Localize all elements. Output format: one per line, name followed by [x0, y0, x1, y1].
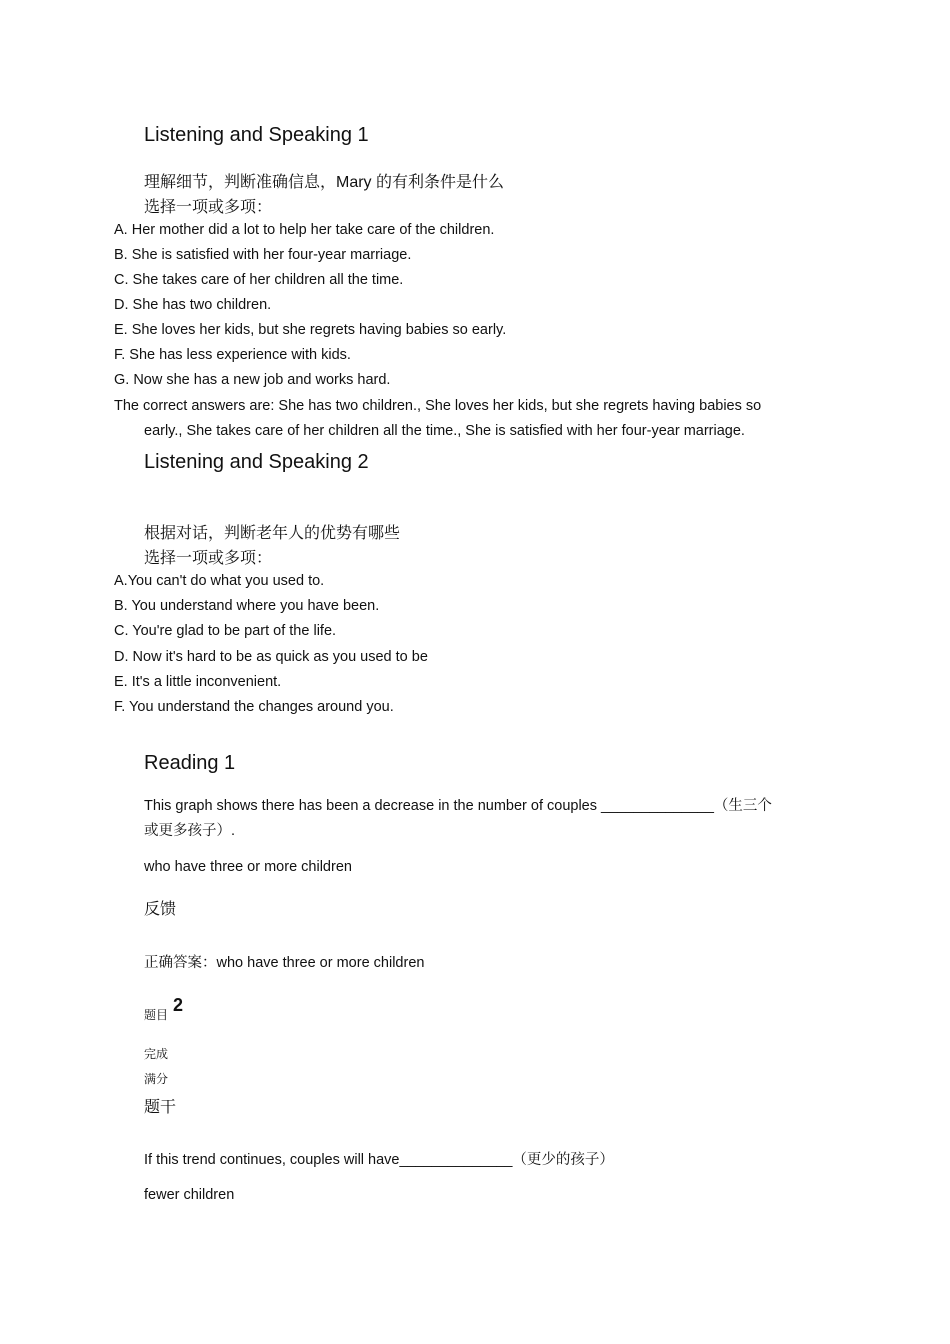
option-d: D. Now it's hard to be as quick as you used to be — [114, 649, 428, 665]
question-stem-label: 题干 — [144, 1099, 177, 1116]
question-2-text: If this trend continues, couples will have______________（更少的孩子） — [144, 1152, 614, 1168]
correct-answers-line-2: early., She takes care of her children all the time., She is satisfied with her four-year marriage. — [144, 423, 745, 439]
option-a: A. Her mother did a lot to help her take care of the children. — [114, 222, 495, 238]
question-2-response: fewer children — [144, 1187, 235, 1203]
option-b: B. She is satisfied with her four-year marriage. — [114, 247, 412, 263]
option-c: C. You're glad to be part of the life. — [114, 623, 337, 639]
question-score: 满分 — [144, 1072, 169, 1086]
question-label: 题目 — [144, 1008, 169, 1022]
question-1-response: who have three or more children — [144, 859, 352, 875]
option-a: A.You can't do what you used to. — [114, 573, 325, 589]
option-g: G. Now she has a new job and works hard. — [114, 372, 391, 388]
option-f: F. You understand the changes around you. — [114, 699, 394, 715]
section-title-reading-1: Reading 1 — [144, 752, 236, 774]
question-prompt: 理解细节，判断准确信息，Mary 的有利条件是什么 — [144, 174, 505, 191]
option-e: E. She loves her kids, but she regrets having babies so early. — [114, 322, 507, 338]
feedback-label: 反馈 — [144, 901, 177, 918]
correct-answer-text: 正确答案：who have three or more children — [144, 955, 425, 971]
question-prompt: 根据对话，判断老年人的优势有哪些 — [144, 525, 401, 542]
option-b: B. You understand where you have been. — [114, 598, 380, 614]
question-1-line-2: 或更多孩子）. — [144, 823, 236, 839]
option-c: C. She takes care of her children all the time. — [114, 272, 404, 288]
question-instruction: 选择一项或多项： — [144, 550, 273, 567]
question-instruction: 选择一项或多项： — [144, 199, 273, 216]
question-status: 完成 — [144, 1047, 169, 1061]
option-f: F. She has less experience with kids. — [114, 347, 351, 363]
question-1-line-1: This graph shows there has been a decrease in the number of couples ______________（生三个 — [144, 798, 772, 814]
option-e: E. It's a little inconvenient. — [114, 674, 282, 690]
question-number: 2 — [173, 995, 184, 1015]
option-d: D. She has two children. — [114, 297, 272, 313]
section-title-listening-2: Listening and Speaking 2 — [144, 451, 369, 473]
correct-answers-line-1: The correct answers are: She has two children., She loves her kids, but she regrets having babies so — [114, 398, 762, 414]
section-title-listening-1: Listening and Speaking 1 — [144, 124, 369, 146]
